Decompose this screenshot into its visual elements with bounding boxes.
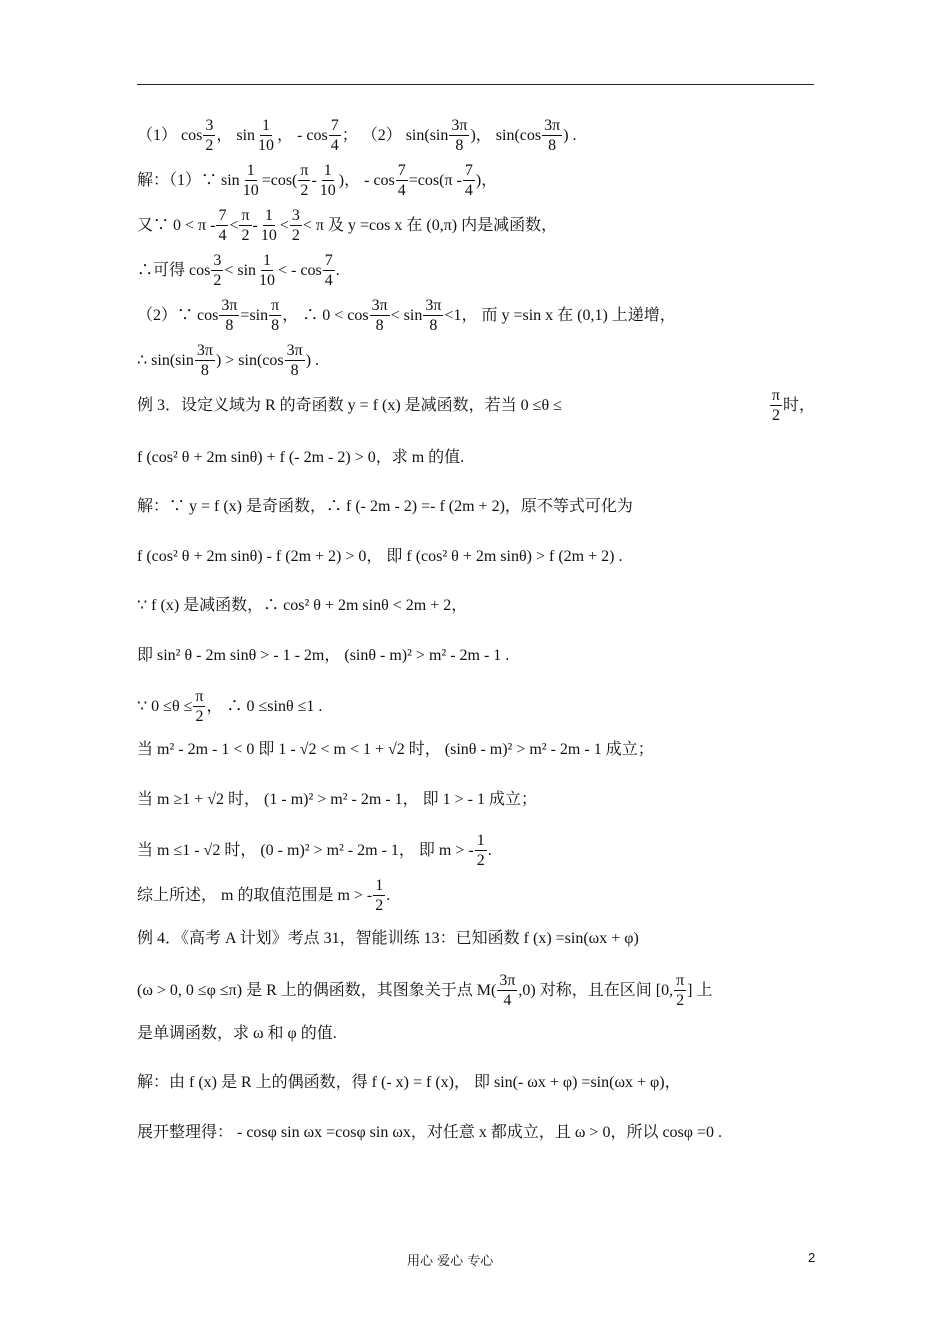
main-content [137,118,817,1166]
numerator: 7 [218,207,227,224]
denominator: 4 [503,991,512,1009]
text: < - cos [278,262,322,279]
text: 当 m ≤1 - √2 时， (0 - m)² > m² - 2m - 1， 即 m > - [137,842,474,859]
text: ] 上 [687,981,713,999]
example-3-solution-line-8 [137,833,817,869]
fraction [373,878,385,914]
numerator: 3π [544,117,561,134]
numerator: 1 [264,207,273,224]
example-3-statement-line-1 [137,388,815,424]
text: - [252,217,258,234]
denominator: 8 [548,137,557,154]
denominator: 8 [375,317,384,334]
example-3-solution-line-1: 解：∵ y = f (x) 是奇函数，∴ f (- 2m - 2) =- f (2m + 2)，原不等式可化为 [137,498,633,515]
example-3-solution-line-3: ∵ f (x) 是减函数，∴ cos² θ + 2m sinθ < 2m + 2， [137,597,468,614]
denominator: 2 [676,991,685,1009]
numerator: π [771,387,780,404]
text: ,0) 对称，且在区间 [0, [518,981,674,999]
text: . [487,842,492,859]
text: ∴可得 cos [137,262,211,279]
text: ) > sin(cos [215,352,284,369]
denominator: 8 [200,362,209,379]
fraction [329,118,341,154]
fraction [239,208,251,244]
example-3-conclusion [137,878,817,914]
footer-motto: 用心 爱心 专心 [407,1254,494,1269]
text: =sin [240,307,269,324]
denominator: 4 [397,182,406,199]
numerator: 3π [425,297,442,314]
text: < sin [224,262,257,279]
fraction [318,163,338,199]
denominator: 8 [225,317,234,334]
text: ∴ sin(sin [137,352,194,369]
denominator: 8 [271,317,280,334]
denominator: 4 [218,227,227,244]
text: < [229,217,239,234]
text: ， - cos [277,127,328,144]
header-rule [137,84,814,85]
fraction [449,118,469,154]
numerator: 7 [464,162,473,179]
numerator: 7 [397,162,406,179]
text: 综上所述， m 的取值范围是 m > - [137,887,373,904]
fraction [298,163,310,199]
example-3-solution-line-2: f (cos² θ + 2m sinθ) - f (2m + 2) > 0， 即 f (cos² θ + 2m sinθ) > f (2m + 2) . [137,547,623,565]
denominator: 10 [319,182,336,199]
denominator: 2 [476,852,485,869]
fraction [257,253,277,289]
denominator: 10 [258,137,275,154]
text: )， sin(cos [470,127,542,144]
example-4-statement-line-1: 例 4．《高考 A 计划》考点 31，智能训练 13：已知函数 f (x) =sin(ωx + φ) [137,930,639,947]
numerator: 1 [323,162,332,179]
solution-line [137,253,817,289]
fraction [396,163,408,199]
example-4-solution-line-1: 解：由 f (x) 是 R 上的偶函数，得 f (- x) = f (x)， 即 sin(- ωx + φ) =sin(ωx + φ)， [137,1074,681,1091]
fraction [370,298,390,334]
fraction [203,118,215,154]
numerator: π [300,162,309,179]
denominator: 2 [205,137,214,154]
example-2-solution [137,118,817,379]
text: ) . [305,352,320,369]
fraction [497,973,517,1009]
fraction [674,973,686,1009]
numerator: 3π [499,971,516,989]
numerator: 3 [213,252,222,269]
numerator: 3π [451,117,468,134]
text: 时， [782,397,815,414]
page-number: 2 [808,1250,816,1265]
fraction [323,253,335,289]
text: （1） cos [137,127,203,144]
denominator: 8 [290,362,299,379]
fraction [216,208,228,244]
example-3-solution-line-4: 即 sin² θ - 2m sinθ > - 1 - 2m， (sinθ - m)² > m² - 2m - 1 . [137,646,510,664]
solution-line [137,163,817,199]
text: < sin [390,307,423,324]
numerator: 7 [330,117,339,134]
solution-line [137,208,817,244]
text: . [386,887,391,904]
solution-line [137,118,817,154]
solution-line [137,298,817,334]
numerator: 3 [291,207,300,224]
example-3-solution-line-7: 当 m ≥1 + √2 时， (1 - m)² > m² - 2m - 1， 即 1 > - 1 成立； [137,790,537,808]
text: <1， 而 y =sin x 在 (0,1) 上递增， [444,307,676,324]
example-4-statement-line-2 [137,973,817,1009]
denominator: 8 [429,317,438,334]
text: ∵ 0 ≤θ ≤ [137,698,193,715]
denominator: 10 [259,272,276,289]
fraction [219,298,239,334]
fraction [193,689,205,725]
text: =cos(π - [408,172,462,189]
text: （2）∵ cos [137,307,219,324]
denominator: 10 [242,182,259,199]
numerator: π [195,688,204,705]
numerator: 3π [196,342,213,359]
fraction [256,118,276,154]
text: =cos( [261,172,298,189]
numerator: 3π [221,297,238,314]
numerator: 3π [286,342,303,359]
denominator: 2 [213,272,222,289]
text: (ω > 0, 0 ≤φ ≤π) 是 R 上的偶函数，其图象关于点 M( [137,981,497,999]
denominator: 2 [241,227,250,244]
text: ， ∴ 0 < cos [282,307,369,324]
text: )， - cos [338,172,395,189]
numerator: π [241,207,250,224]
numerator: 1 [375,877,384,894]
denominator: 4 [464,182,473,199]
text: )， [475,172,498,189]
fraction [463,163,475,199]
text: ) . [563,127,577,144]
fraction [285,343,305,379]
denominator: 4 [330,137,339,154]
fraction [290,208,302,244]
numerator: π [271,297,280,314]
numerator: 3 [205,117,214,134]
denominator: 2 [300,182,309,199]
denominator: 10 [260,227,277,244]
example-3-solution-line-5 [137,689,817,725]
text: 解：（1）∵ sin [137,172,240,189]
fraction [241,163,261,199]
numerator: 1 [476,832,485,849]
text: < π 及 y =cos x 在 (0,π) 内是减函数， [302,217,558,234]
denominator: 8 [455,137,464,154]
denominator: 2 [771,407,780,424]
example-3-statement-line-2: f (cos² θ + 2m sinθ) + f (- 2m - 2) > 0，求 m 的值. [137,448,465,466]
denominator: 4 [324,272,333,289]
text: ， sin [216,127,256,144]
text: 又∵ 0 < π - [137,217,216,234]
denominator: 2 [375,897,384,914]
numerator: 1 [262,117,271,134]
numerator: 3π [371,297,388,314]
example-4-statement-line-3: 是单调函数，求 ω 和 φ 的值. [137,1024,337,1042]
numerator: 1 [246,162,255,179]
fraction [211,253,223,289]
fraction [423,298,443,334]
denominator: 2 [291,227,300,244]
numerator: 1 [263,252,272,269]
text: ； （2） sin(sin [341,127,449,144]
text: - [311,172,317,189]
text: 例 3．设定义域为 R 的奇函数 y = f (x) 是减函数，若当 0 ≤θ ≤ [137,397,562,414]
fraction [475,833,487,869]
numerator: 7 [324,252,333,269]
denominator: 2 [195,708,204,725]
fraction [269,298,281,334]
fraction [195,343,215,379]
text: < [279,217,289,234]
fraction [542,118,562,154]
example-3-solution-line-6: 当 m² - 2m - 1 < 0 即 1 - √2 < m < 1 + √2 时， (sinθ - m)² > m² - 2m - 1 成立； [137,741,654,758]
numerator: π [676,971,685,989]
fraction [770,388,782,424]
text: ， ∴ 0 ≤sinθ ≤1 . [206,698,323,715]
text: . [335,262,340,279]
fraction [259,208,279,244]
solution-line [137,343,817,379]
example-4-solution-line-2: 展开整理得： - cosφ sin ωx =cosφ sin ωx，对任意 x 都成立，且 ω > 0，所以 cosφ =0 . [137,1123,723,1141]
